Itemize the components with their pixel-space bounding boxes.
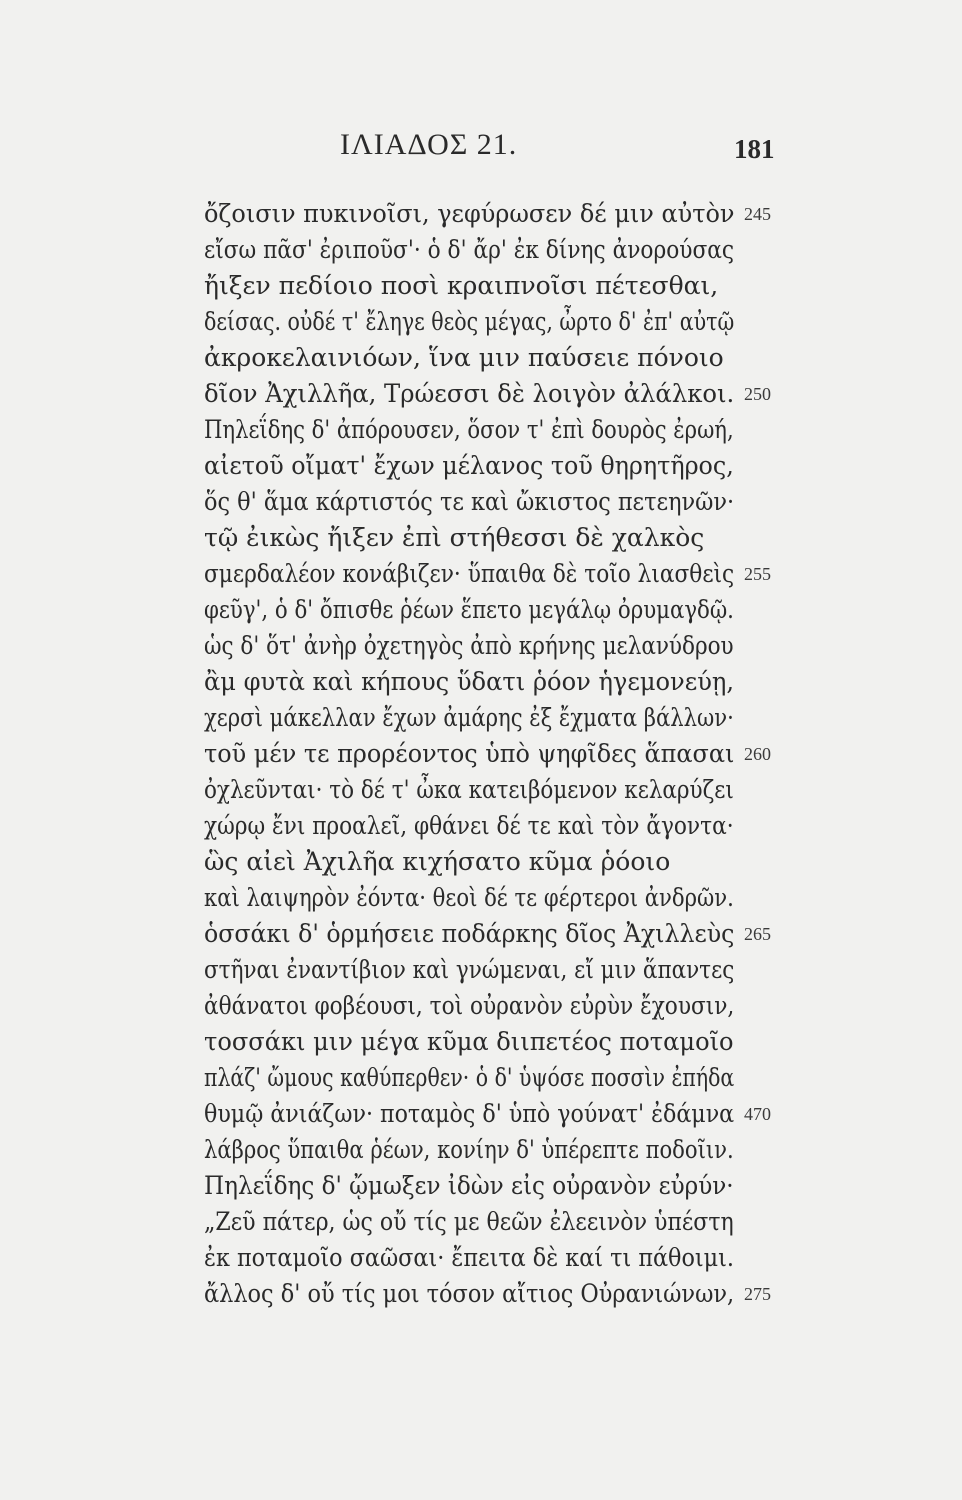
verse-text: τοῦ μέν τε προρέοντος ὑπὸ ψηφῖδες ἅπασαι [204, 739, 735, 768]
verse-line [204, 772, 764, 808]
verse-text: ὄζοισιν πυκινοῖσι, γεφύρωσεν δέ μιν αὐτὸν [204, 199, 735, 228]
verse-line [204, 844, 764, 880]
verse-line [204, 520, 764, 556]
line-number: 250 [744, 384, 771, 404]
line-number: 245 [744, 204, 771, 224]
verse-line [204, 1060, 764, 1096]
verse-line [204, 1168, 764, 1204]
verse-text: δῖον Ἀχιλλῆα, Τρώεσσι δὲ λοιγὸν ἀλάλκοι. [204, 379, 735, 408]
verse-line [204, 808, 764, 844]
running-title: ΙΛΙΑΔΟΣ 21. [340, 128, 518, 161]
verse-text: ἄλλος δ' οὔ τίς μοι τόσον αἴτιος Οὐρανιώνων, [204, 1279, 735, 1308]
verse-line [204, 880, 764, 916]
verse-line [204, 628, 764, 664]
verse-line [204, 916, 771, 952]
verse-line [204, 736, 771, 772]
line-number: 275 [744, 1284, 771, 1304]
verse-column [204, 196, 771, 1312]
line-number: 260 [744, 744, 771, 764]
verse-line [204, 268, 764, 304]
verse-text: φεῦγ', ὁ δ' ὄπισθε ῥέων ἕπετο μεγάλῳ ὀρυμαγδῷ. [204, 595, 734, 624]
verse-text: πλάζ' ὤμους καθύπερθεν· ὁ δ' ὑψόσε ποσσὶν ἐπήδα [204, 1063, 735, 1092]
verse-line [204, 1204, 764, 1240]
verse-line [204, 556, 771, 592]
verse-text: αἰετοῦ οἴματ' ἔχων μέλανος τοῦ θηρητῆρος, [204, 451, 734, 480]
verse-line [204, 1240, 764, 1276]
verse-line [204, 1132, 764, 1168]
verse-text: καὶ λαιψηρὸν ἐόντα· θεοὶ δέ τε φέρτεροι ἀνδρῶν. [204, 883, 734, 912]
verse-line [204, 340, 764, 376]
verse-text: ἀκροκελαινιόων, ἵνα μιν παύσειε πόνοιο [204, 343, 724, 372]
verse-text: ἂμ φυτὰ καὶ κήπους ὕδατι ῥόον ἡγεμονεύῃ, [204, 667, 735, 696]
line-number: 470 [744, 1104, 771, 1124]
page-number: 181 [734, 134, 775, 164]
verse-text: ἤιξεν πεδίοιο ποσὶ κραιπνοῖσι πέτεσθαι, [204, 271, 719, 300]
verse-line [204, 232, 764, 268]
verse-line [204, 196, 771, 232]
verse-line [204, 304, 764, 340]
verse-text: Πηλεΐδης δ' ᾤμωξεν ἰδὼν εἰς οὐρανὸν εὐρύν· [204, 1171, 734, 1200]
verse-text: στῆναι ἐναντίβιον καὶ γνώμεναι, εἴ μιν ἅπαντες [204, 955, 735, 984]
verse-line [204, 448, 764, 484]
verse-text: εἴσω πᾶσ' ἐριποῦσ'· ὁ δ' ἄρ' ἐκ δίνης ἀνορούσας [204, 235, 735, 264]
verse-line [204, 664, 764, 700]
verse-text: χερσὶ μάκελλαν ἔχων ἀμάρης ἐξ ἔχματα βάλλων· [204, 703, 734, 732]
verse-text: „Ζεῦ πάτερ, ὡς οὔ τίς με θεῶν ἐλεεινὸν ὑπέστη [204, 1207, 734, 1236]
verse-text: ἐκ ποταμοῖο σαῶσαι· ἔπειτα δὲ καί τι πάθοιμι. [204, 1243, 734, 1272]
verse-line [204, 1024, 764, 1060]
verse-line [204, 988, 764, 1024]
verse-text: ὁσσάκι δ' ὁρμήσειε ποδάρκης δῖος Ἀχιλλεὺς [204, 919, 735, 948]
verse-line [204, 1096, 771, 1132]
verse-line [204, 412, 764, 448]
verse-text: ἀθάνατοι φοβέουσι, τοὶ οὐρανὸν εὐρὺν ἔχουσιν, [204, 991, 735, 1020]
verse-text: τοσσάκι μιν μέγα κῦμα διιπετέος ποταμοῖο [204, 1027, 734, 1056]
verse-line [204, 952, 764, 988]
verse-text: θυμῷ ἀνιάζων· ποταμὸς δ' ὑπὸ γούνατ' ἐδάμνα [204, 1099, 735, 1128]
verse-text: ὣς αἰεὶ Ἀχιλῆα κιχήσατο κῦμα ῥόοιο [204, 847, 671, 876]
line-number: 255 [744, 564, 771, 584]
verse-text: σμερδαλέον κονάβιζεν· ὕπαιθα δὲ τοῖο λιασθεὶς [204, 559, 735, 588]
verse-text: ὀχλεῦνται· τὸ δέ τ' ὦκα κατειβόμενον κελαρύζει [204, 775, 734, 804]
verse-text: ὡς δ' ὅτ' ἀνὴρ ὀχετηγὸς ἀπὸ κρήνης μελανύδρου [204, 631, 734, 660]
verse-line [204, 484, 764, 520]
verse-text: χώρῳ ἔνι προαλεῖ, φθάνει δέ τε καὶ τὸν ἄγοντα· [204, 811, 734, 840]
line-number: 265 [744, 924, 771, 944]
verse-line [204, 592, 764, 628]
verse-text: δείσας. οὐδέ τ' ἔληγε θεὸς μέγας, ὦρτο δ' ἐπ' αὐτῷ [204, 307, 735, 336]
verse-text: Πηλεΐδης δ' ἀπόρουσεν, ὅσον τ' ἐπὶ δουρὸς ἐρωή, [204, 415, 734, 444]
verse-line [204, 1276, 771, 1312]
verse-text: λάβρος ὕπαιθα ῥέων, κονίην δ' ὑπέρεπτε ποδοῖιν. [204, 1135, 734, 1164]
verse-line [204, 700, 764, 736]
verse-line [204, 376, 771, 412]
verse-text: τῷ ἐικὼς ἤιξεν ἐπὶ στήθεσσι δὲ χαλκὸς [204, 523, 705, 552]
verse-text: ὅς θ' ἅμα κάρτιστός τε καὶ ὤκιστος πετεηνῶν· [204, 487, 735, 516]
